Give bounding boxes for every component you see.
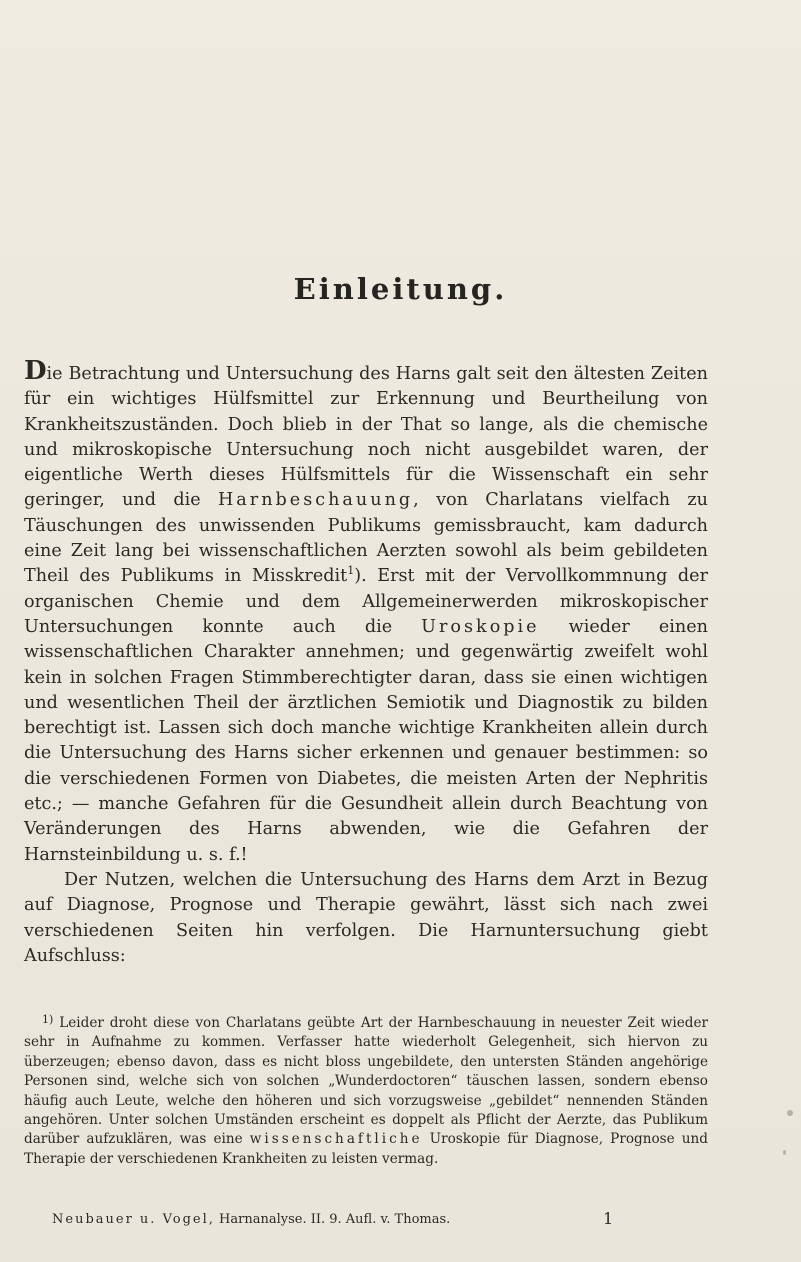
footnote-mark: 1) [42, 1013, 54, 1026]
paper-blemish [783, 1150, 786, 1155]
footnote-reference[interactable]: 1 [347, 564, 355, 578]
footnote-part-2: Uroskopie für Diagnose, Prognose und Therapie der verschiedenen Krankheiten zu leisten vermag. [24, 1131, 708, 1167]
footnote-part-1: Leider droht diese von Charlatans geübte Art der Harnbeschauung in neuester Zeit wieder sehr in Aufnahme zu kommen. Verfasser hatte wiederholt Gelegenheit, sich hiervon zu überzeugen; ebenso davon, dass es nicht bloss ungebildete, den untersten Ständen angehörige Personen sind, welche sich von solchen „Wunderdoctoren“ täuschen lassen, sondern ebenso häufig auch Leute, welche den höheren und sich vorzugsweise „gebildet“ nennenden Ständen angehören. Unter solchen Umständen erscheint es doppelt als Pflicht der Aerzte, das Publikum darüber aufzuklären, was eine [24, 1015, 708, 1148]
paragraph-1 [24, 356, 709, 868]
drop-cap: D [24, 356, 47, 386]
emphasis-harnbeschauung: Harnbeschauung [217, 490, 414, 511]
emphasis-uroskopie: Uroskopie [421, 616, 540, 637]
paper-blemish [787, 1110, 793, 1116]
chapter-title: Einleitung. [293, 272, 508, 306]
paragraph-1-part-3: ). Erst mit der Vervollkommnung der organischen Chemie und dem Allgemeinerwerden mikroskopischer Untersuchungen konnte auch die [24, 566, 709, 637]
paragraph-1-part-1: ie Betrachtung und Untersuchung des Harns galt seit den ältesten Zeiten für ein wichtiges Hülfsmittel zur Erkennung und Beurtheilung von Krankheitszuständen. Doch blieb in der That so lange, als die chemische und mikroskopische Untersuchung noch nicht ausgebildet waren, der eigentliche Werth dieses Hülfsmittels für die Wissenschaft ein sehr geringer, und die [24, 364, 708, 511]
paragraph-2: Der Nutzen, welchen die Untersuchung des Harns dem Arzt in Bezug auf Diagnose, Prognose und Therapie gewährt, lässt sich nach zwei verschiedenen Seiten hin verfolgen. Die Harnuntersuchung giebt Aufschluss: [24, 869, 708, 966]
footnote [24, 1010, 708, 1169]
footnote-emphasis: wissenschaftliche [249, 1131, 423, 1148]
sheet-number: 1 [603, 1209, 614, 1228]
main-text [24, 356, 709, 969]
paragraph-1-part-4: wieder einen wissenschaftlichen Charakter annehmen; und gegenwärtig zweifelt wohl kein in solchen Fragen Stimmberechtigter daran, dass sie einen wichtigen und wesentlichen Theil der ärztlichen Semiotik und Diagnostik zu bilden berechtigt ist. Lassen sich doch manche wichtige Krankheiten allein durch die Untersuchung des Harns sicher erkennen und genauer bestimmen: so die verschiedenen Formen von Diabetes, die meisten Arten der Nephritis etc.; — manche Gefahren für die Gesundheit allein durch Beachtung von Veränderungen des Harns abwenden, wie die Gefahren der Harnsteinbildung u. s. f.! [24, 616, 708, 865]
signature-authors: Neubauer u. Vogel, [52, 1212, 215, 1227]
paragraph-1-part-2: , von Charlatans vielfach zu Täuschungen des unwissenden Publikums gemissbraucht, kam dadurch eine Zeit lang bei wissenschaftlichen Aerzten sowohl als beim gebildeten Theil des Publikums in Misskredit [24, 490, 708, 587]
signature-book: Harnanalyse. II. 9. Aufl. v. Thomas. [219, 1212, 451, 1227]
signature-line [52, 1212, 450, 1227]
